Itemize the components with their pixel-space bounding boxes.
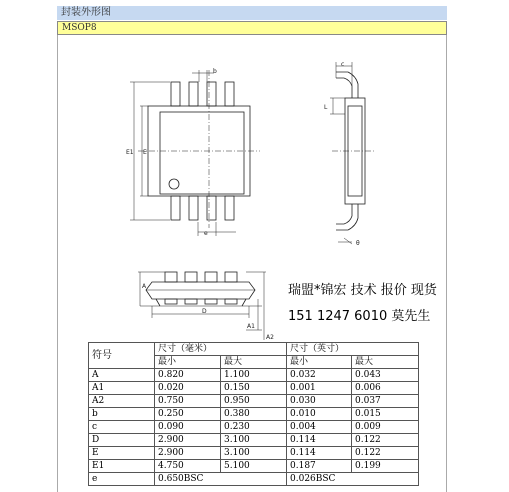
dimensions-table (88, 342, 419, 486)
symbol-header: 符号 (89, 343, 155, 369)
cell-inch-bsc: 0.026BSC (287, 473, 419, 486)
cell-mm-min: 2.900 (155, 447, 221, 460)
cell-symbol: b (89, 408, 155, 421)
cell-mm-max: 0.150 (221, 382, 287, 395)
cell-mm-bsc: 0.650BSC (155, 473, 287, 486)
cell-mm-min: 4.750 (155, 460, 221, 473)
dim-label-D: D (202, 308, 207, 315)
package-name: MSOP8 (57, 21, 447, 35)
dim-label-E: E (143, 149, 147, 156)
inch-max-header: 最大 (352, 356, 419, 369)
table-row (89, 395, 419, 408)
dim-label-A1: A1 (247, 323, 255, 330)
cell-mm-min: 0.820 (155, 369, 221, 382)
table-row (89, 421, 419, 434)
dim-label-c: c (341, 61, 345, 68)
table-row (89, 408, 419, 421)
table-row (89, 447, 419, 460)
cell-mm-min: 0.250 (155, 408, 221, 421)
cell-mm-min: 0.750 (155, 395, 221, 408)
cell-mm-min: 0.090 (155, 421, 221, 434)
cell-inch-max: 0.122 (352, 434, 419, 447)
cell-symbol: E (89, 447, 155, 460)
cell-mm-max: 0.950 (221, 395, 287, 408)
section-title: 封装外形图 (57, 6, 447, 20)
cell-mm-max: 0.380 (221, 408, 287, 421)
cell-inch-max: 0.043 (352, 369, 419, 382)
mm-header: 尺寸（毫米） (155, 343, 287, 356)
cell-symbol: A1 (89, 382, 155, 395)
cell-mm-max: 3.100 (221, 434, 287, 447)
mm-max-header: 最大 (221, 356, 287, 369)
cell-inch-min: 0.030 (287, 395, 352, 408)
dim-label-A2: A2 (266, 334, 274, 341)
cell-inch-min: 0.010 (287, 408, 352, 421)
inch-header: 尺寸（英寸） (287, 343, 419, 356)
cell-mm-max: 3.100 (221, 447, 287, 460)
cell-symbol: E1 (89, 460, 155, 473)
cell-inch-min: 0.004 (287, 421, 352, 434)
cell-inch-min: 0.032 (287, 369, 352, 382)
cell-symbol: A (89, 369, 155, 382)
table-row (89, 473, 419, 486)
dim-label-theta: θ (356, 240, 360, 247)
table-row (89, 369, 419, 382)
cell-symbol: e (89, 473, 155, 486)
table-row (89, 460, 419, 473)
cell-symbol: c (89, 421, 155, 434)
cell-mm-min: 2.900 (155, 434, 221, 447)
mm-min-header: 最小 (155, 356, 221, 369)
cell-mm-max: 0.230 (221, 421, 287, 434)
table-header-row (89, 343, 419, 356)
cell-mm-min: 0.020 (155, 382, 221, 395)
side-view (324, 61, 374, 247)
promo-line-1: 瑞盟*锦宏 技术 报价 现货 (288, 283, 437, 298)
front-view (138, 272, 274, 341)
cell-inch-min: 0.187 (287, 460, 352, 473)
dim-label-b: b (213, 68, 217, 75)
cell-inch-max: 0.006 (352, 382, 419, 395)
dim-label-E1: E1 (126, 149, 134, 156)
table-row (89, 434, 419, 447)
cell-symbol: D (89, 434, 155, 447)
cell-inch-max: 0.015 (352, 408, 419, 421)
inch-min-header: 最小 (287, 356, 352, 369)
top-view (126, 68, 260, 237)
cell-inch-max: 0.122 (352, 447, 419, 460)
cell-inch-max: 0.199 (352, 460, 419, 473)
table-row (89, 382, 419, 395)
cell-mm-max: 1.100 (221, 369, 287, 382)
cell-mm-max: 5.100 (221, 460, 287, 473)
cell-inch-max: 0.037 (352, 395, 419, 408)
promo-line-2: 151 1247 6010 莫先生 (288, 309, 431, 324)
cell-inch-min: 0.114 (287, 447, 352, 460)
cell-inch-max: 0.009 (352, 421, 419, 434)
dim-label-A: A (142, 283, 147, 290)
cell-inch-min: 0.114 (287, 434, 352, 447)
cell-symbol: A2 (89, 395, 155, 408)
dim-label-e: e (204, 230, 208, 237)
dim-label-L: L (324, 104, 328, 111)
cell-inch-min: 0.001 (287, 382, 352, 395)
